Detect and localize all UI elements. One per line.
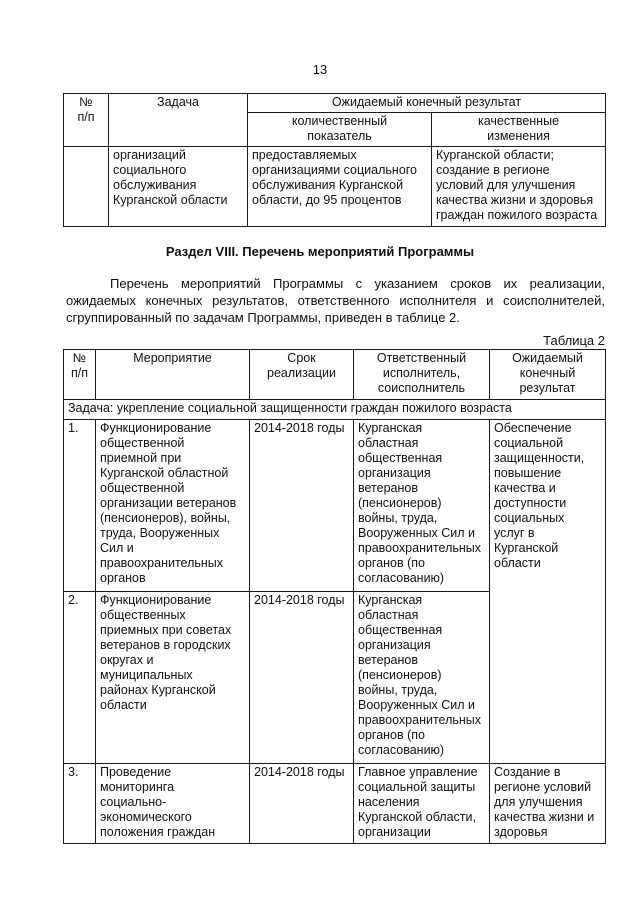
t2-row2-executor: Курганская областная общественная организация ветеранов (пенсионеров) войны, труда, Вооруженных Сил и правоохранительных органов (по согласованию) xyxy=(354,592,490,764)
t2-task-row: Задача: укрепление социальной защищенности граждан пожилого возраста xyxy=(64,400,606,420)
intro-paragraph xyxy=(66,275,605,326)
section-heading: Раздел VIII. Перечень мероприятий Программы xyxy=(165,244,475,259)
t1-header-task: Задача xyxy=(109,94,248,147)
table-label: Таблица 2 xyxy=(543,333,605,348)
t1-cell-num xyxy=(64,147,109,227)
page-number: 13 xyxy=(312,62,328,77)
t2-row2-num: 2. xyxy=(64,592,96,764)
t2-row1-term: 2014-2018 годы xyxy=(250,420,354,592)
t2-row1-executor: Курганская областная общественная организация ветеранов (пенсионеров) войны, труда, Вооруженных Сил и правоохранительных органов (по согласованию) xyxy=(354,420,490,592)
t1-cell-task: организаций социального обслуживания Курганской области xyxy=(109,147,248,227)
t1-header-num: № п/п xyxy=(64,94,109,147)
t2-row3-num: 3. xyxy=(64,764,96,844)
t2-row2-term: 2014-2018 годы xyxy=(250,592,354,764)
t2-row3-executor: Главное управление социальной защиты населения Курганской области, организации xyxy=(354,764,490,844)
intro-paragraph-text: Перечень мероприятий Программы с указанием сроков их реализации, ожидаемых конечных результатов, ответственного исполнителя и соисполнителей, сгруппированный по задачам Программы, приведен в таблице 2. xyxy=(66,276,605,325)
t2-header-activity: Мероприятие xyxy=(96,350,250,400)
t2-row2-activity: Функционирование общественных приемных при советах ветеранов в городских округах и муниципальных районах Курганской области xyxy=(96,592,250,764)
t2-header-executor: Ответственный исполнитель, соисполнитель xyxy=(354,350,490,400)
t1-cell-quantitative: предоставляемых организациями социального обслуживания Курганской области, до 95 процентов xyxy=(248,147,432,227)
t2-header-num: № п/п xyxy=(64,350,96,400)
t1-cell-qualitative: Курганской области; создание в регионе условий для улучшения качества жизни и здоровья граждан пожилого возраста xyxy=(432,147,606,227)
t2-header-term: Срок реализации xyxy=(250,350,354,400)
t2-header-result: Ожидаемый конечный результат xyxy=(490,350,606,400)
t1-header-qualitative: качественные изменения xyxy=(432,113,606,147)
t1-header-quantitative: количественный показатель xyxy=(248,113,432,147)
activities-table xyxy=(63,349,606,844)
t2-row1-activity: Функционирование общественной приемной при Курганской областной общественной организации ветеранов (пенсионеров), войны, труда, Вооруженных Сил и правоохранительных органов xyxy=(96,420,250,592)
t2-row1-num: 1. xyxy=(64,420,96,592)
results-table-continued xyxy=(63,93,606,227)
t2-row3-result: Создание в регионе условий для улучшения качества жизни и здоровья xyxy=(490,764,606,844)
t2-merged-result: Обеспечение социальной защищенности, повышение качества и доступности социальных услуг в Курганской области xyxy=(490,420,606,764)
t1-header-result: Ожидаемый конечный результат xyxy=(248,94,606,113)
t2-row3-term: 2014-2018 годы xyxy=(250,764,354,844)
t2-row3-activity: Проведение мониторинга социально- экономического положения граждан xyxy=(96,764,250,844)
